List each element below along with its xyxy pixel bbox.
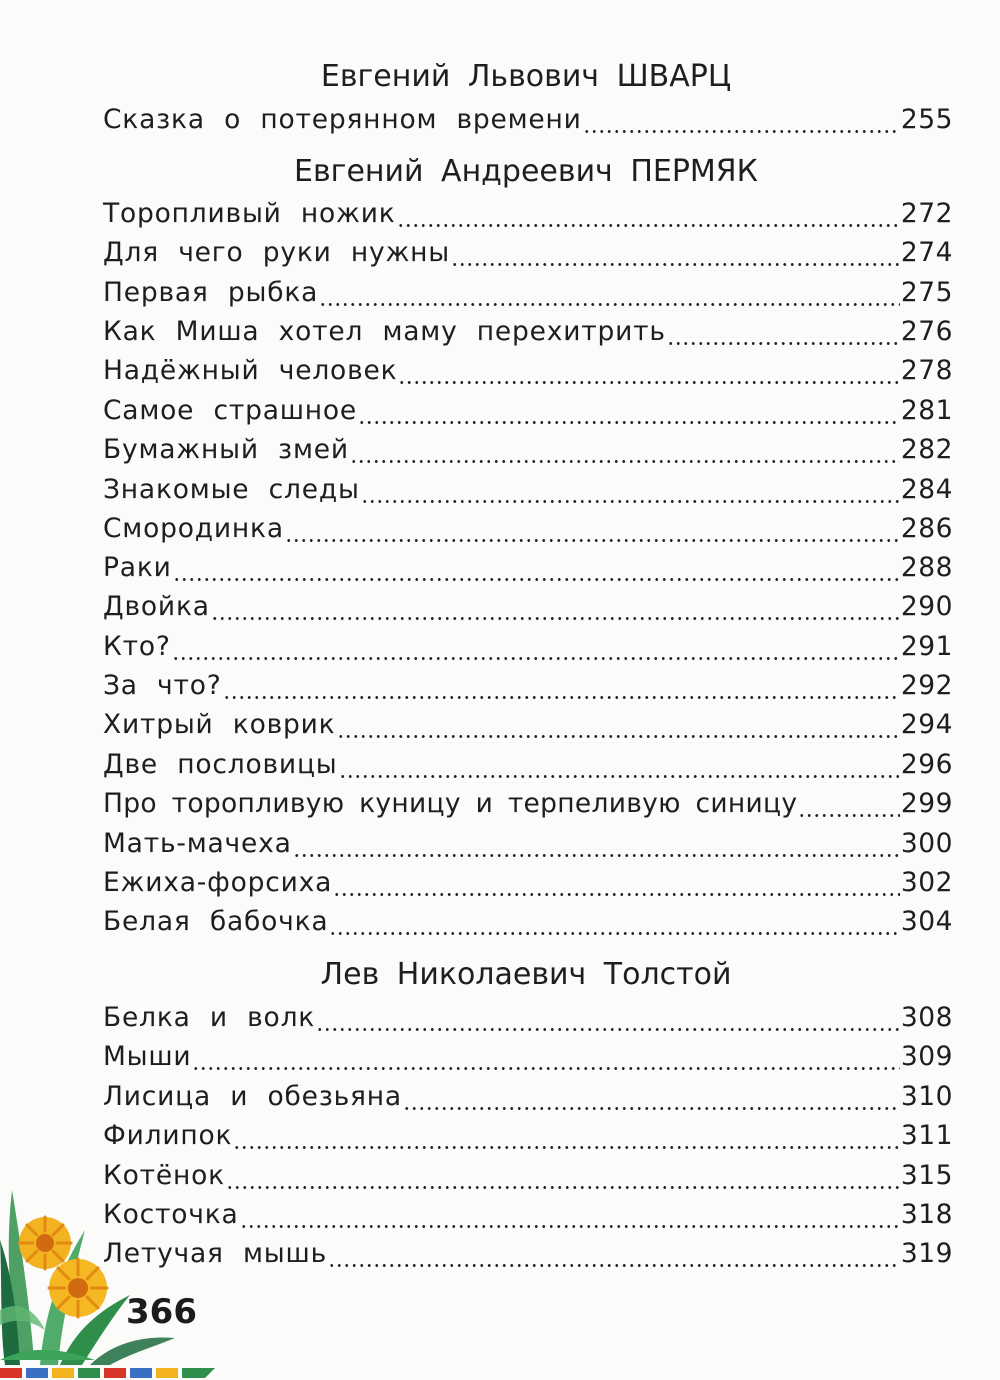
entry-title: Сказка о потерянном времени xyxy=(103,104,582,135)
entry-page: 302 xyxy=(900,867,953,898)
entry-page: 290 xyxy=(900,591,953,622)
entry-title: Бумажный змей xyxy=(103,434,349,465)
toc-entry[interactable] xyxy=(103,276,953,310)
entry-page: 275 xyxy=(900,277,953,308)
entry-page: 255 xyxy=(900,104,953,135)
entry-title: Мыши xyxy=(103,1041,192,1072)
entry-page: 288 xyxy=(900,552,953,583)
dot-leader xyxy=(211,590,900,624)
toc-entry[interactable] xyxy=(103,866,953,900)
entry-page: 296 xyxy=(900,749,953,780)
entry-page: 286 xyxy=(900,513,953,544)
dandelion-flowers-icon xyxy=(0,1160,230,1380)
entry-page: 294 xyxy=(900,709,953,740)
toc-entry[interactable] xyxy=(103,551,953,585)
entry-page: 282 xyxy=(900,434,953,465)
toc-entry[interactable] xyxy=(103,787,953,821)
entry-title: Косточка xyxy=(103,1199,239,1230)
toc-entry[interactable] xyxy=(103,630,953,664)
entry-page: 299 xyxy=(900,788,953,819)
toc-entry[interactable] xyxy=(103,669,953,703)
toc-entry[interactable] xyxy=(103,473,953,507)
dot-leader xyxy=(403,1080,900,1114)
toc-entry[interactable] xyxy=(103,236,953,270)
entry-page: 274 xyxy=(900,237,953,268)
entry-title: Двойка xyxy=(103,591,210,622)
dot-leader xyxy=(337,708,900,742)
dot-leader xyxy=(667,315,900,349)
dot-leader xyxy=(398,354,900,388)
entry-title: Первая рыбка xyxy=(103,277,319,308)
entry-page: 315 xyxy=(900,1160,953,1191)
entry-title: Белка и волк xyxy=(103,1002,316,1033)
dot-leader xyxy=(319,276,900,310)
toc-entry[interactable] xyxy=(103,1001,953,1035)
entry-title: Знакомые следы xyxy=(103,474,360,505)
entry-page: 291 xyxy=(900,631,953,662)
entry-title: За что? xyxy=(103,670,222,701)
entry-page: 278 xyxy=(900,355,953,386)
entry-title: Хитрый коврик xyxy=(103,709,336,740)
dot-leader xyxy=(397,197,900,231)
dot-leader xyxy=(223,669,900,703)
entry-title: Котёнок xyxy=(103,1160,225,1191)
dot-leader xyxy=(233,1119,900,1153)
dot-leader xyxy=(333,866,900,900)
dot-leader xyxy=(293,827,900,861)
entry-title: Белая бабочка xyxy=(103,906,329,937)
dot-leader xyxy=(798,787,900,821)
toc-entry[interactable] xyxy=(103,1040,953,1074)
entry-page: 284 xyxy=(900,474,953,505)
toc-entry[interactable] xyxy=(103,354,953,388)
dot-leader xyxy=(350,433,900,467)
entry-title: Две пословицы xyxy=(103,749,338,780)
entry-title: Смородинка xyxy=(103,513,284,544)
dot-leader xyxy=(240,1198,900,1232)
dot-leader xyxy=(361,473,900,507)
entry-title: Про торопливую куницу и терпеливую синицу xyxy=(103,788,798,819)
entry-page: 309 xyxy=(900,1041,953,1072)
dot-leader xyxy=(451,236,900,270)
dot-leader xyxy=(329,905,899,939)
toc-entry[interactable] xyxy=(103,748,953,782)
entry-title: Ежиха-форсиха xyxy=(103,867,333,898)
dot-leader xyxy=(583,103,900,137)
toc-entry[interactable] xyxy=(103,1198,953,1232)
toc-entry[interactable] xyxy=(103,315,953,349)
author-heading: Лев Николаевич Толстой xyxy=(320,957,732,992)
entry-title: Надёжный человек xyxy=(103,355,398,386)
page-number: 366 xyxy=(126,1292,197,1332)
toc-entry[interactable] xyxy=(103,1119,953,1153)
dot-leader xyxy=(172,630,900,664)
dot-leader xyxy=(316,1001,900,1035)
entry-title: Лисица и обезьяна xyxy=(103,1081,402,1112)
entry-title: Мать-мачеха xyxy=(103,828,292,859)
toc-entry[interactable] xyxy=(103,1237,953,1271)
entry-page: 272 xyxy=(900,198,953,229)
toc-entry[interactable] xyxy=(103,394,953,428)
entry-page: 276 xyxy=(900,316,953,347)
entry-page: 300 xyxy=(900,828,953,859)
toc-entry[interactable] xyxy=(103,197,953,231)
dot-leader xyxy=(339,748,900,782)
dot-leader xyxy=(358,394,900,428)
entry-title: Филипок xyxy=(103,1120,233,1151)
entry-title: Кто? xyxy=(103,631,171,662)
toc-entry[interactable] xyxy=(103,103,953,137)
toc-entry[interactable] xyxy=(103,512,953,546)
entry-title: Летучая мышь xyxy=(103,1238,327,1269)
entry-title: Самое страшное xyxy=(103,395,358,426)
entry-title: Раки xyxy=(103,552,172,583)
entry-page: 281 xyxy=(900,395,953,426)
dot-leader xyxy=(226,1159,900,1193)
entry-page: 318 xyxy=(900,1199,953,1230)
dot-leader xyxy=(192,1040,899,1074)
dot-leader xyxy=(328,1237,900,1271)
toc-entry[interactable] xyxy=(103,1080,953,1114)
author-heading: Евгений Львович ШВАРЦ xyxy=(320,59,732,94)
toc-entry[interactable] xyxy=(103,708,953,742)
entry-title: Торопливый ножик xyxy=(103,198,396,229)
entry-page: 308 xyxy=(900,1002,953,1033)
toc-entry[interactable] xyxy=(103,590,953,624)
toc-entry[interactable] xyxy=(103,827,953,861)
entry-title: Для чего руки нужны xyxy=(103,237,451,268)
entry-page: 292 xyxy=(900,670,953,701)
toc-entry[interactable] xyxy=(103,433,953,467)
entry-page: 319 xyxy=(900,1238,953,1269)
entry-page: 310 xyxy=(900,1081,953,1112)
author-heading: Евгений Андреевич ПЕРМЯК xyxy=(294,154,758,189)
dot-leader xyxy=(173,551,900,585)
toc-entry[interactable] xyxy=(103,1159,953,1193)
toc-entry[interactable] xyxy=(103,905,953,939)
entry-page: 304 xyxy=(900,906,953,937)
entry-page: 311 xyxy=(900,1120,953,1151)
entry-title: Как Миша хотел маму перехитрить xyxy=(103,316,666,347)
dot-leader xyxy=(285,512,900,546)
